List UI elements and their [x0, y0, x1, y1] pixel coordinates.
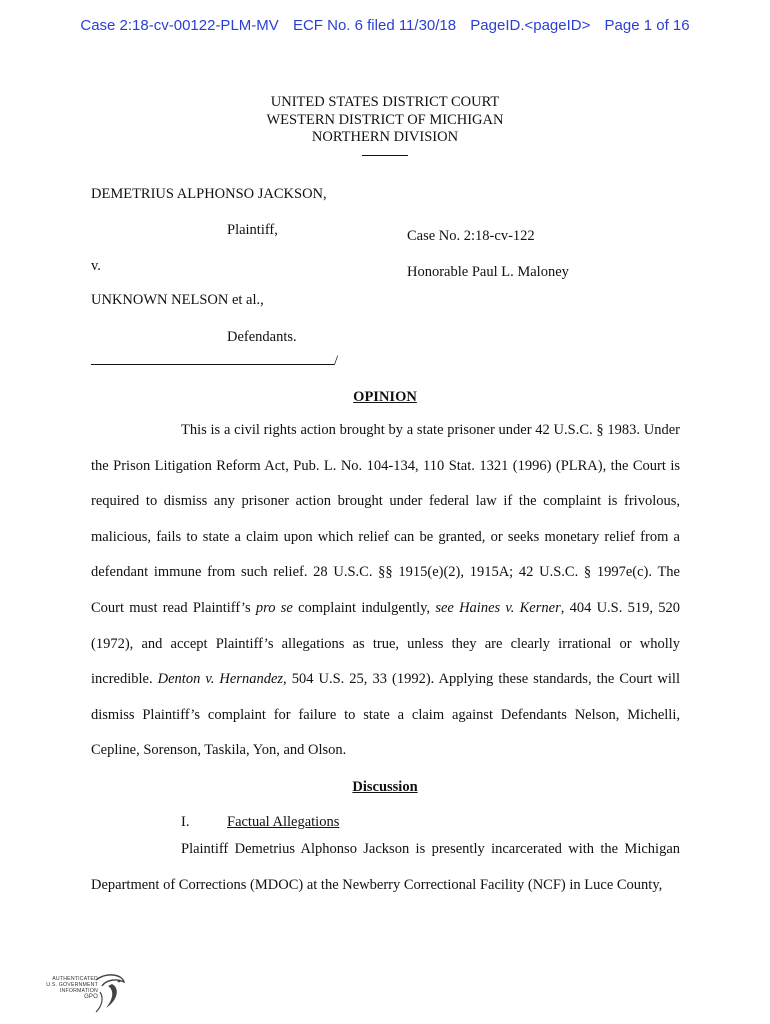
caption-rule-end: / [334, 353, 339, 369]
court-heading [0, 94, 770, 156]
stamp-case-number: Case 2:18-cv-00122-PLM-MV [80, 17, 279, 34]
plaintiff-name: DEMETRIUS ALPHONSO JACKSON, [91, 186, 327, 202]
plaintiff-role: Plaintiff, [227, 222, 278, 238]
opinion-heading: OPINION [353, 389, 417, 405]
factual-paragraph: Plaintiff Demetrius Alphonso Jackson is presently incarcerated with the Michigan Department of Corrections (MDOC) at the Newberry Correctional Facility (NCF) in Luce County, [91, 841, 680, 893]
opinion-paragraph-1 [91, 413, 680, 769]
judge-name: Honorable Paul L. Maloney [407, 264, 569, 280]
gpo-seal-line-1: AUTHENTICATED [52, 976, 98, 982]
section-number: I. [181, 814, 190, 830]
defendant-role: Defendants. [227, 329, 297, 345]
caption-rule [91, 352, 338, 370]
stamp-page-count: Page 1 of 16 [604, 17, 690, 34]
court-district: WESTERN DISTRICT OF MICHIGAN [266, 111, 504, 128]
gpo-authentication-seal [42, 972, 132, 1016]
haines-citation: see Haines v. Kerner [435, 599, 561, 616]
paragraph-1-text-c: , 404 U.S. 519, 520 (1972), and accept Plaintiff’s allegations as true, unless they are clearly irrational or wholly incredible. [91, 599, 680, 688]
denton-citation: Denton v. Hernandez [157, 671, 284, 688]
gpo-seal-line-3: INFORMATION [59, 988, 98, 994]
pro-se-italic: pro se [255, 599, 293, 616]
stamp-pageid: PageID.<pageID> [470, 17, 591, 34]
paragraph-1-text-b: complaint indulgently, [292, 599, 436, 616]
court-name: UNITED STATES DISTRICT COURT [270, 94, 500, 110]
gpo-seal-text [42, 976, 98, 1000]
gpo-seal-line-4: GPO [84, 994, 98, 1000]
gpo-eagle-icon [92, 972, 128, 1016]
case-number: Case No. 2:18-cv-122 [407, 228, 535, 244]
stamp-ecf-filed: ECF No. 6 filed 11/30/18 [292, 17, 457, 34]
discussion-heading: Discussion [352, 779, 418, 795]
court-heading-rule [362, 149, 408, 156]
caption-underline [91, 352, 334, 365]
ecf-header-stamp [0, 17, 770, 34]
paragraph-1-text-d: , 504 U.S. 25, 33 (1992). Applying these standards, the Court will dismiss Plaintiff’s complaint for failure to state a claim against Defendants Nelson, Michelli, Cepline, Sorenson, Taskila, Yon, and Olson. [91, 671, 680, 759]
gpo-seal-line-2: U.S. GOVERNMENT [46, 982, 98, 988]
paragraph-1-text-a: This is a civil rights action brought by a state prisoner under 42 U.S.C. § 1983. Under the Prison Litigation Reform Act, Pub. L. No. 104-134, 110 Stat. 1321 (1996) (PLRA), the Court is required to dismiss any prisoner action brought under federal law if the complaint is frivolous, malicious, fails to state a claim upon which relief can be granted, or seeks monetary relief from a defendant immune from such relief. 28 U.S.C. §§ 1915(e)(2), 1915A; 42 U.S.C. § 1997e(c). The Court must read Plaintiff’s [91, 422, 680, 616]
versus: v. [91, 258, 101, 274]
court-division: NORTHERN DIVISION [311, 129, 459, 145]
defendant-name: UNKNOWN NELSON et al., [91, 292, 264, 308]
section-title: Factual Allegations [227, 814, 340, 830]
